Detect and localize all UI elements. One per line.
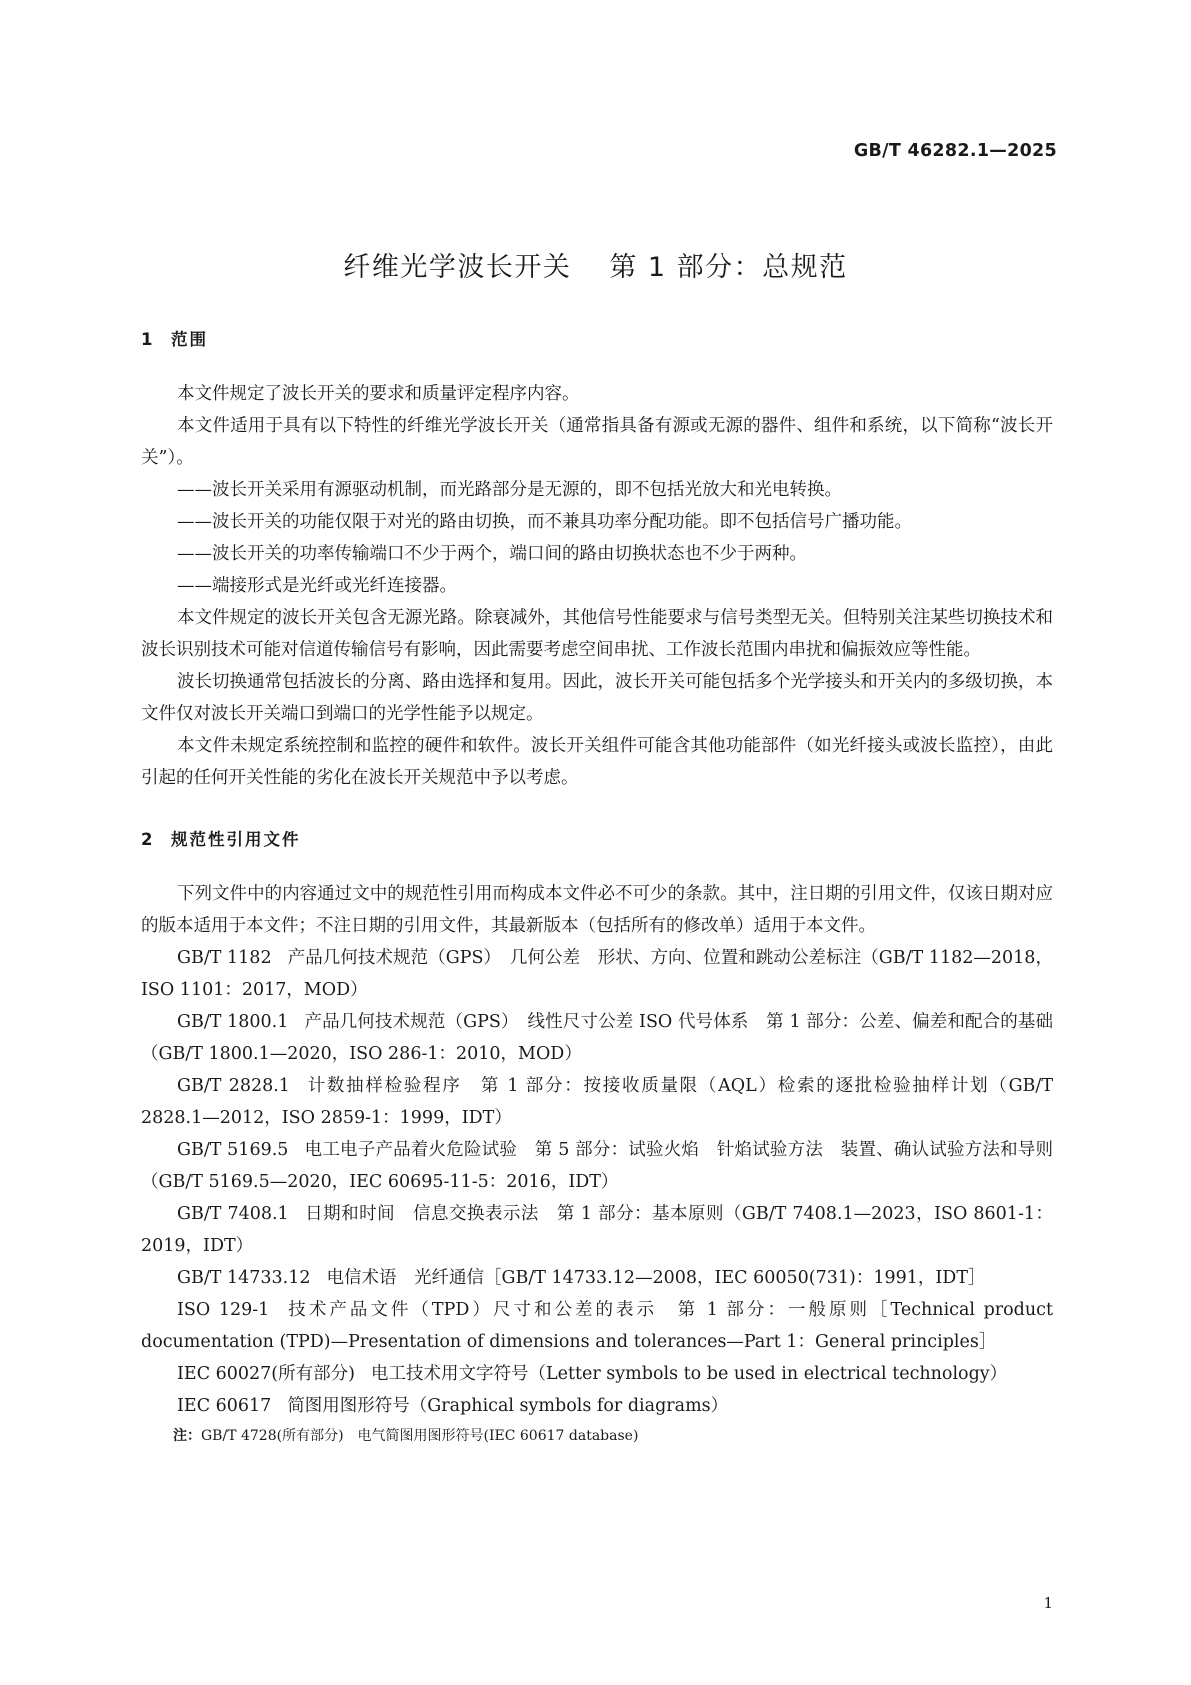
- list-item: ——端接形式是光纤或光纤连接器。: [177, 576, 457, 596]
- reference-title: 日期和时间 信息交换表示法 第 1 部分：基本原则（GB/T 7408.1—2023，ISO 8601-1：2019，IDT）: [141, 1204, 1053, 1256]
- list-item: ——波长开关采用有源驱动机制，而光路部分是无源的，即不包括光放大和光电转换。: [177, 480, 842, 500]
- reference-item: [141, 1262, 1053, 1294]
- reference-item: [141, 1294, 1053, 1358]
- standard-number: GB/T 46282.1—2025: [853, 141, 1057, 161]
- section-1-number: 1: [141, 330, 153, 349]
- reference-code: GB/T 1800.1: [177, 1012, 289, 1032]
- paragraph: 下列文件中的内容通过文中的规范性引用而构成本文件必不可少的条款。其中，注日期的引用文件，仅该日期对应的版本适用于本文件；不注日期的引用文件，其最新版本（包括所有的修改单）适用于本文件。: [141, 884, 1053, 936]
- section-2-body: [141, 878, 1053, 1450]
- reference-item: [141, 942, 1053, 1006]
- reference-title: 计数抽样检验程序 第 1 部分：按接收质量限（AQL）检索的逐批检验抽样计划（GB/T 2828.1—2012，ISO 2859-1：1999，IDT）: [141, 1076, 1053, 1128]
- paragraph: 本文件未规定系统控制和监控的硬件和软件。波长开关组件可能含其他功能部件（如光纤接头或波长监控），由此引起的任何开关性能的劣化在波长开关规范中予以考虑。: [141, 736, 1053, 788]
- reference-code: IEC 60617: [177, 1396, 272, 1416]
- reference-title: 简图用图形符号（Graphical symbols for diagrams）: [287, 1396, 729, 1416]
- reference-item: [141, 1390, 1053, 1422]
- paragraph: 波长切换通常包括波长的分离、路由选择和复用。因此，波长开关可能包括多个光学接头和开关内的多级切换，本文件仅对波长开关端口到端口的光学性能予以规定。: [141, 672, 1053, 724]
- list-item: ——波长开关的功率传输端口不少于两个，端口间的路由切换状态也不少于两种。: [177, 544, 807, 564]
- reference-item: [141, 1070, 1053, 1134]
- reference-title: 产品几何技术规范（GPS） 线性尺寸公差 ISO 代号体系 第 1 部分：公差、偏差和配合的基础（GB/T 1800.1—2020，ISO 286-1：2010，MOD）: [141, 1012, 1053, 1064]
- paragraph: 本文件规定的波长开关包含无源光路。除衰减外，其他信号性能要求与信号类型无关。但特别关注某些切换技术和波长识别技术可能对信道传输信号有影响，因此需要考虑空间串扰、工作波长范围内串扰和偏振效应等性能。: [141, 608, 1053, 660]
- reference-item: [141, 1198, 1053, 1262]
- reference-title: 电信术语 光纤通信［GB/T 14733.12—2008，IEC 60050(731)：1991，IDT］: [326, 1268, 986, 1288]
- reference-code: GB/T 7408.1: [177, 1204, 289, 1224]
- reference-code: GB/T 2828.1: [177, 1076, 290, 1096]
- reference-item: [141, 1358, 1053, 1390]
- note-text: GB/T 4728(所有部分) 电气简图用图形符号(IEC 60617 database): [201, 1428, 639, 1444]
- reference-code: GB/T 1182: [177, 948, 272, 968]
- section-1-body: [141, 378, 1053, 794]
- reference-code: ISO 129-1: [177, 1300, 270, 1320]
- reference-title: 电工技术用文字符号（Letter symbols to be used in electrical technology）: [370, 1364, 1008, 1384]
- document-title: [0, 245, 1191, 284]
- reference-code: IEC 60027(所有部分): [177, 1364, 355, 1384]
- reference-title: 技术产品文件（TPD）尺寸和公差的表示 第 1 部分：一般原则［Technical product documentation (TPD)—Presentation of dimensions and tolerances—Part 1：General principles］: [141, 1300, 1053, 1352]
- section-2-number: 2: [141, 830, 153, 849]
- paragraph: 本文件规定了波长开关的要求和质量评定程序内容。: [177, 384, 580, 404]
- reference-item: [141, 1134, 1053, 1198]
- section-2-title: 规范性引用文件: [171, 830, 301, 849]
- reference-title: 产品几何技术规范（GPS） 几何公差 形状、方向、位置和跳动公差标注（GB/T 1182—2018，ISO 1101：2017，MOD）: [141, 948, 1053, 1000]
- list-item: ——波长开关的功能仅限于对光的路由切换，而不兼具功率分配功能。即不包括信号广播功能。: [177, 512, 912, 532]
- reference-title: 电工电子产品着火危险试验 第 5 部分：试验火焰 针焰试验方法 装置、确认试验方法和导则（GB/T 5169.5—2020，IEC 60695-11-5：2016，IDT）: [141, 1140, 1053, 1192]
- section-1-heading: [141, 326, 208, 350]
- section-1-title: 范围: [171, 330, 208, 349]
- section-2-heading: [141, 826, 301, 850]
- page-number: 1: [1043, 1594, 1053, 1612]
- title-main: 纤维光学波长开关: [343, 252, 572, 283]
- note: [141, 1422, 1053, 1450]
- reference-item: [141, 1006, 1053, 1070]
- title-part: 第 1 部分：总规范: [609, 252, 848, 283]
- reference-code: GB/T 5169.5: [177, 1140, 289, 1160]
- note-label: 注：: [173, 1428, 201, 1444]
- reference-code: GB/T 14733.12: [177, 1268, 311, 1288]
- paragraph: 本文件适用于具有以下特性的纤维光学波长开关（通常指具备有源或无源的器件、组件和系统，以下简称“波长开关”）。: [141, 416, 1053, 468]
